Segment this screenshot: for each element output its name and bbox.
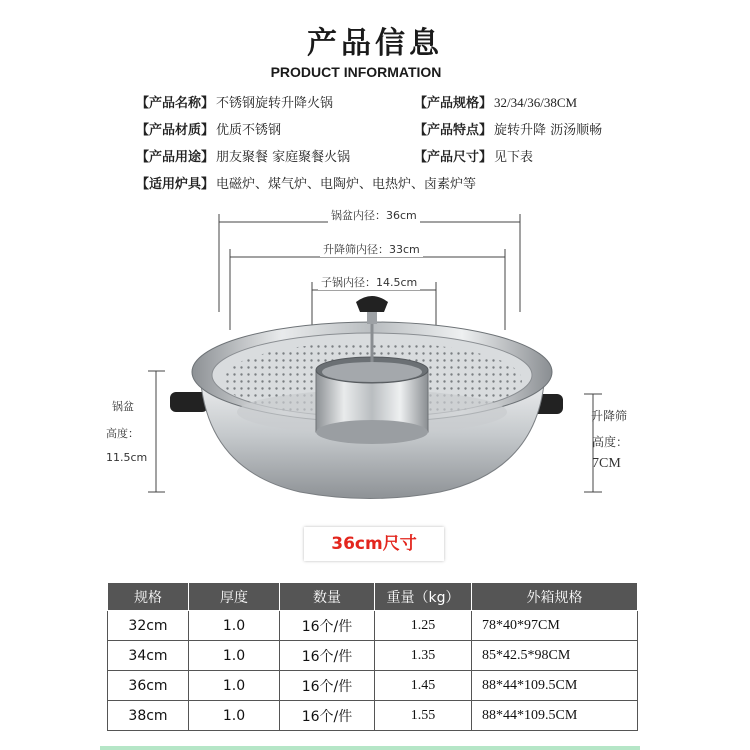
table-header-row [108,583,638,611]
table-cell: 1.25 [375,611,472,641]
info-feature-label: 【产品特点】 [414,123,493,138]
table-cell: 85*42.5*98CM [472,641,638,671]
info-usage-label: 【产品用途】 [136,150,215,165]
table-row [108,641,638,671]
table-cell: 1.55 [375,701,472,731]
table-header-cell: 规格 [108,583,189,611]
table-cell: 1.45 [375,671,472,701]
info-spec-label: 【产品规格】 [414,96,493,111]
dim-sub-inner: 子锅内径：14.5cm [318,274,420,290]
table-header-cell: 数量 [280,583,375,611]
bottom-accent-bar [100,746,640,750]
info-name-value: 不锈钢旋转升降火锅 [216,96,334,111]
table-row [108,701,638,731]
info-name-label: 【产品名称】 [136,96,215,111]
dim-pot-height-word: 高度： [106,427,139,440]
info-spec-value: 32/34/36/38CM [494,95,578,110]
table-cell: 78*40*97CM [472,611,638,641]
page-title: 产品信息 [307,26,443,61]
table-cell: 1.0 [189,641,280,671]
table-row [108,671,638,701]
table-cell: 1.35 [375,641,472,671]
info-usage-value: 朋友聚餐 家庭聚餐火锅 [216,150,351,165]
info-feature-value: 旋转升降 沥汤顺畅 [494,123,603,138]
table-cell: 1.0 [189,701,280,731]
table-cell: 88*44*109.5CM [472,671,638,701]
info-stove-label: 【适用炉具】 [136,177,215,192]
table-cell: 1.0 [189,671,280,701]
dim-pot-height-value: 11.5cm [106,451,148,464]
dim-lift-inner: 升降筛内径：33cm [320,241,423,257]
info-size-value: 见下表 [494,150,534,165]
table-cell: 34cm [108,641,189,671]
table-header-cell: 重量（kg） [375,583,472,611]
table-cell: 16个/件 [280,611,375,641]
table-header-cell: 外箱规格 [472,583,638,611]
table-cell: 32cm [108,611,189,641]
table-cell: 16个/件 [280,641,375,671]
size-badge: 36cm尺寸 [304,527,444,561]
lift-knob [356,296,388,312]
table-cell: 16个/件 [280,701,375,731]
dim-pot-height-label: 锅盆 [112,400,134,413]
info-material-value: 优质不锈钢 [216,123,282,138]
dim-lift-height-word: 高度： [592,435,629,449]
dim-lift-height-label: 升降筛 [591,409,628,423]
page-subtitle: PRODUCT INFORMATION [270,64,442,80]
dim-pot-inner: 锅盆内径：36cm [328,207,420,223]
dim-lift-height-value: 7CM [592,456,621,471]
info-size-label: 【产品尺寸】 [414,150,493,165]
table-cell: 88*44*109.5CM [472,701,638,731]
table-cell: 38cm [108,701,189,731]
table-cell: 16个/件 [280,671,375,701]
info-stove-value: 电磁炉、煤气炉、电陶炉、电热炉、卤素炉等 [216,177,477,192]
info-material-label: 【产品材质】 [136,123,215,138]
spec-table [107,582,638,731]
table-cell: 36cm [108,671,189,701]
table-cell: 1.0 [189,611,280,641]
table-row [108,611,638,641]
table-header-cell: 厚度 [189,583,280,611]
